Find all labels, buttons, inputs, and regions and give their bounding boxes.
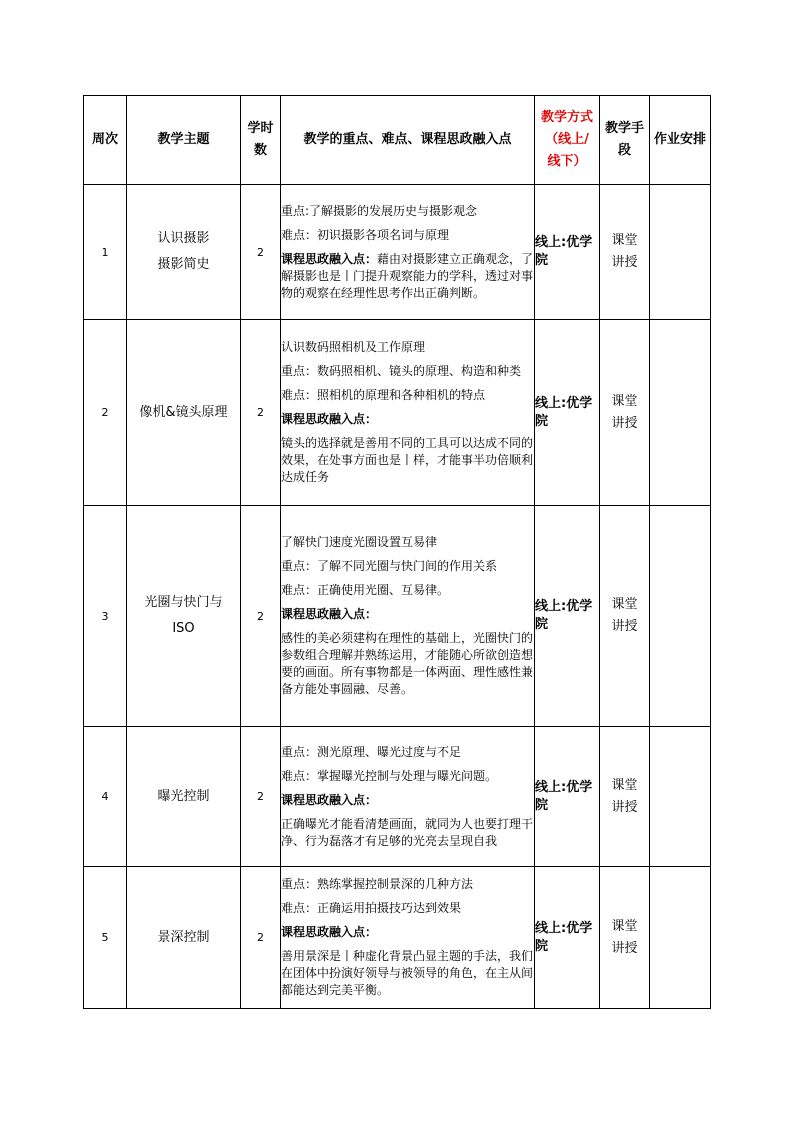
hours-cell: 2 <box>241 320 281 506</box>
key-point-label: 课程思政融入点： <box>281 792 378 807</box>
key-point-paragraph <box>281 792 534 809</box>
hours-cell: 2 <box>241 727 281 867</box>
key-point-paragraph <box>281 251 534 302</box>
teaching-means-line: 讲授 <box>611 940 638 956</box>
teaching-means-line: 课堂 <box>611 918 638 934</box>
key-point-paragraph <box>281 924 534 941</box>
table-row <box>84 867 711 1009</box>
key-point-text: 镜头的选择就是善用不同的工具可以达成不同的效果，在处事方面也是丨样，才能事半功倍顺利达成任务 <box>281 436 534 484</box>
table-row <box>84 320 711 506</box>
key-points-cell <box>281 867 535 1009</box>
key-point-text: 重点：了解不同光圈与快门间的作用关系 <box>281 559 498 573</box>
topic-cell <box>127 867 241 1009</box>
header-teaching-mode <box>535 96 600 185</box>
teaching-means-line: 讲授 <box>611 799 638 815</box>
homework-cell <box>650 320 711 506</box>
header-key-points: 教学的重点、难点、课程思政融入点 <box>281 96 535 185</box>
teaching-means-line: 讲授 <box>611 415 638 431</box>
teaching-means-line: 讲授 <box>611 619 638 634</box>
homework-cell <box>650 506 711 727</box>
topic-cell <box>127 185 241 320</box>
table-row <box>84 185 711 320</box>
key-point-text: 重点:了解摄影的发展历史与摄影观念 <box>281 203 478 218</box>
header-week: 周次 <box>84 96 127 185</box>
header-teaching-means: 教学手段 <box>600 96 650 185</box>
topic-line: 光圈与快门与 <box>144 595 223 610</box>
key-point-paragraph <box>281 558 534 575</box>
header-hours: 学时数 <box>241 96 281 185</box>
topic-line: 景深控制 <box>157 929 210 945</box>
key-point-paragraph <box>281 339 534 356</box>
teaching-means-cell <box>600 506 650 727</box>
topic-line: 曝光控制 <box>157 788 210 804</box>
key-point-text: 重点：数码照相机、镜头的原理、构造和种类 <box>281 364 522 378</box>
key-point-paragraph <box>281 816 534 850</box>
week-cell: 4 <box>84 727 127 867</box>
key-point-text: 了解快门速度光圈设置互易律 <box>281 535 438 549</box>
key-point-paragraph <box>281 411 534 428</box>
key-point-paragraph <box>281 630 534 698</box>
topic-cell <box>127 727 241 867</box>
teaching-means-cell <box>600 727 650 867</box>
key-point-text: 认识数码照相机及工作原理 <box>281 340 426 354</box>
week-cell: 2 <box>84 320 127 506</box>
header-mode-line3: 线下） <box>547 154 587 169</box>
key-points-cell <box>281 320 535 506</box>
topic-line: 认识摄影 <box>157 231 210 246</box>
key-point-text: 善用景深是丨种虚化背景凸显主题的手法，我们在团体中扮演好领导与被领导的角色，在主从间都能达到完美平衡。 <box>281 949 534 997</box>
hours-cell: 2 <box>241 185 281 320</box>
teaching-mode-cell: 线上:优学院 <box>535 185 600 320</box>
table-row <box>84 506 711 727</box>
teaching-means-line: 课堂 <box>611 777 638 793</box>
teaching-means-line: 讲授 <box>611 255 638 270</box>
key-point-label: 课程思政融入点： <box>281 925 378 939</box>
key-point-text: 难点：掌握曝光控制与处理与曝光问题。 <box>281 768 498 783</box>
key-point-text: 感性的美必须建构在理性的基础上，光圈快门的参数组合理解并熟练运用，才能随心所欲创造想要的画面。所有事物都是一体两面、理性感性兼备方能处事圆融、尽善。 <box>281 631 534 696</box>
key-point-paragraph <box>281 363 534 380</box>
hours-cell: 2 <box>241 506 281 727</box>
key-point-text: 难点：正确运用拍摄技巧达到效果 <box>281 901 462 915</box>
key-points-cell <box>281 185 535 320</box>
topic-line: ISO <box>172 621 195 636</box>
teaching-means-line: 课堂 <box>611 393 638 409</box>
homework-cell <box>650 185 711 320</box>
key-point-text: 重点：测光原理、曝光过度与不足 <box>281 744 462 759</box>
topic-cell <box>127 506 241 727</box>
teaching-schedule-table <box>83 95 711 1009</box>
table-row <box>84 727 711 867</box>
key-point-text: 藉由对摄影建立正确观念，了解摄影也是丨门提升观察能力的学科，透过对事物的观察在经理性思考作出正确判断。 <box>281 251 534 300</box>
key-point-label: 课程思政融入点： <box>281 607 378 621</box>
teaching-means-cell <box>600 320 650 506</box>
week-cell: 1 <box>84 185 127 320</box>
key-point-paragraph <box>281 876 534 893</box>
header-homework: 作业安排 <box>650 96 711 185</box>
key-point-paragraph <box>281 534 534 551</box>
week-cell: 3 <box>84 506 127 727</box>
key-point-text: 重点：熟练掌握控制景深的几种方法 <box>281 877 474 891</box>
key-point-text: 难点：正确使用光圈、互易律。 <box>281 583 450 597</box>
key-point-text: 难点：初识摄影各项名词与原理 <box>281 227 450 242</box>
key-point-paragraph <box>281 387 534 404</box>
key-points-cell <box>281 506 535 727</box>
teaching-means-line: 课堂 <box>611 233 638 248</box>
key-point-paragraph <box>281 900 534 917</box>
header-topic: 教学主题 <box>127 96 241 185</box>
teaching-means-cell <box>600 185 650 320</box>
key-point-text: 难点：照相机的原理和各种相机的特点 <box>281 388 486 402</box>
homework-cell <box>650 727 711 867</box>
key-point-paragraph <box>281 606 534 623</box>
key-point-label: 课程思政融入点： <box>281 251 378 266</box>
key-point-label: 课程思政融入点： <box>281 412 378 426</box>
homework-cell <box>650 867 711 1009</box>
key-point-text: 正确曝光才能看清楚画面，就同为人也要打理干净、行为磊落才有足够的光亮去呈现自我 <box>281 816 534 848</box>
week-cell: 5 <box>84 867 127 1009</box>
key-point-paragraph <box>281 435 534 486</box>
teaching-means-line: 课堂 <box>611 597 638 612</box>
teaching-mode-cell: 线上:优学院 <box>535 727 600 867</box>
key-point-paragraph <box>281 948 534 999</box>
header-row <box>84 96 711 185</box>
key-point-paragraph <box>281 768 534 785</box>
teaching-mode-cell: 线上:优学院 <box>535 867 600 1009</box>
teaching-mode-cell: 线上:优学院 <box>535 320 600 506</box>
hours-cell: 2 <box>241 867 281 1009</box>
key-point-paragraph <box>281 203 534 220</box>
key-points-cell <box>281 727 535 867</box>
key-point-paragraph <box>281 744 534 761</box>
topic-cell <box>127 320 241 506</box>
header-mode-line1: 教学方式 <box>540 110 593 125</box>
header-mode-line2: （线上/ <box>545 132 589 147</box>
topic-line: 像机&镜头原理 <box>139 404 228 420</box>
teaching-means-cell <box>600 867 650 1009</box>
teaching-mode-cell: 线上:优学院 <box>535 506 600 727</box>
key-point-paragraph <box>281 582 534 599</box>
topic-line: 摄影简史 <box>157 257 210 272</box>
key-point-paragraph <box>281 227 534 244</box>
